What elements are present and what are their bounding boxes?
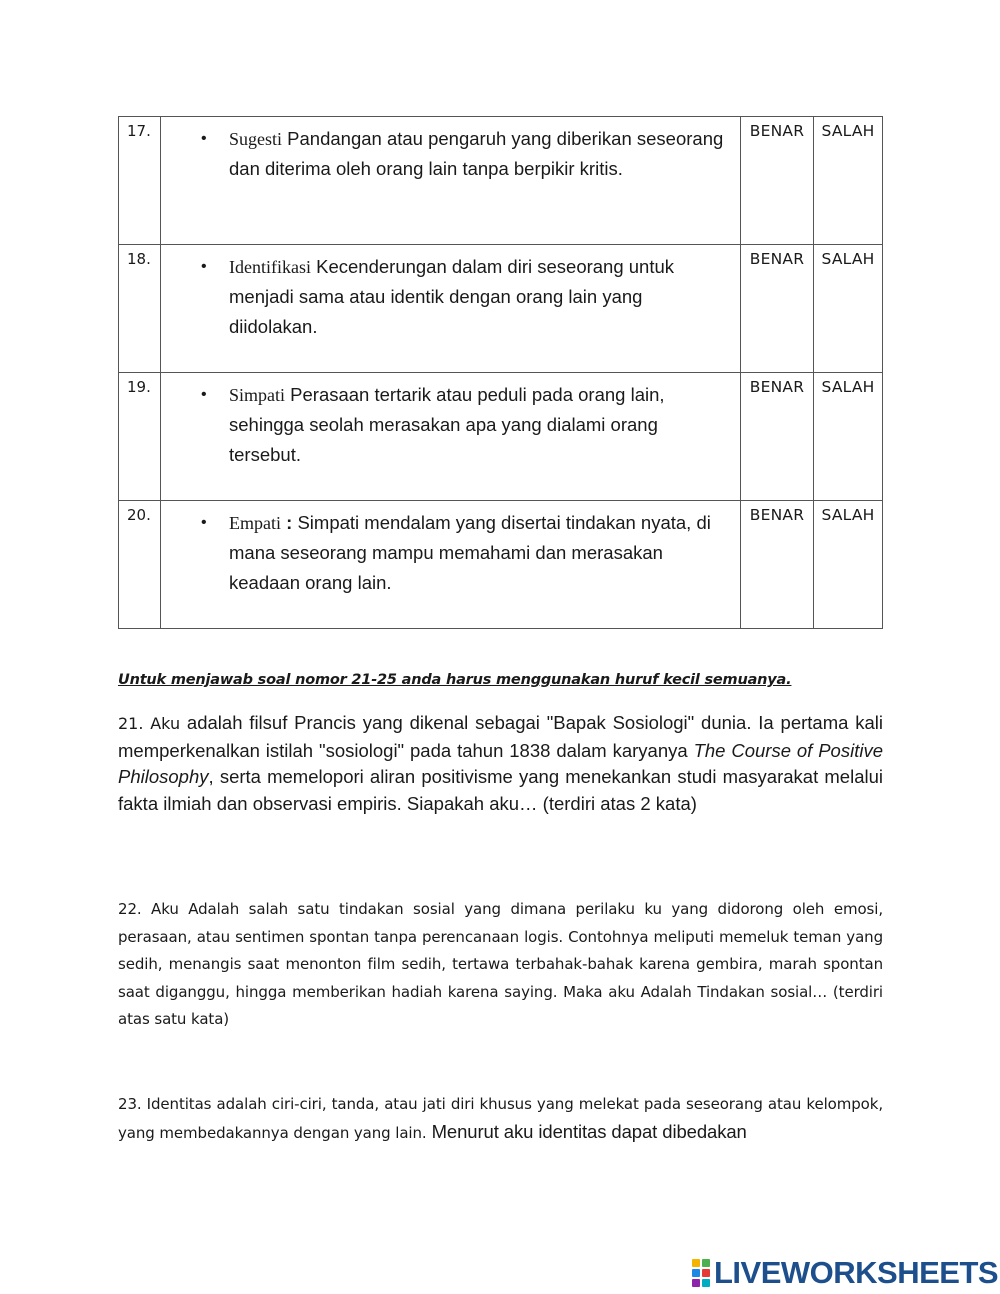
question-statement <box>161 245 741 373</box>
question-21 <box>118 710 883 817</box>
question-23 <box>118 1090 883 1147</box>
statement-term: Identifikasi <box>229 257 311 277</box>
statement-term: Sugesti <box>229 129 283 149</box>
bullet-icon: • <box>201 514 207 531</box>
book-title: The Course of Positive Philosophy <box>118 739 883 787</box>
question-22: 22. Aku Adalah salah satu tindakan sosial yang dimana perilaku ku yang didorong oleh emosi, perasaan, atau sentimen spontan tanpa perencanaan logis. Contohnya meliputi memeluk teman yang sedih, menangis saat menonton film sedih, tertawa terbahak-bahak karena gembira, marah spontan saat diganggu, hingga memberikan hadiah karena saying. Maka aku Adalah Tindakan sosial… (terdiri atas satu kata) <box>118 900 883 1028</box>
table-row <box>119 245 883 373</box>
bullet-icon: • <box>201 258 207 275</box>
option-salah[interactable]: SALAH <box>814 245 883 373</box>
question-21-text-a: adalah filsuf Prancis yang dikenal sebagai "Bapak Sosiologi" dunia. Ia pertama kali memperkenalkan istilah "sosiologi" pada tahun 1838 dalam karyanya <box>118 712 884 761</box>
question-statement <box>161 117 741 245</box>
true-false-table <box>118 116 883 629</box>
option-benar[interactable]: BENAR <box>741 373 814 501</box>
question-statement <box>161 373 741 501</box>
statement-definition: Kecenderungan dalam diri seseorang untuk menjadi sama atau identik dengan orang lain yang diidolakan. <box>229 256 675 337</box>
option-salah[interactable]: SALAH <box>814 501 883 629</box>
logo-text: LIVEWORKSHEETS <box>714 1255 999 1290</box>
bullet-icon: • <box>201 386 207 403</box>
statement-term: Simpati <box>229 385 286 405</box>
option-salah[interactable]: SALAH <box>814 117 883 245</box>
option-benar[interactable]: BENAR <box>741 501 814 629</box>
question-number: 18. <box>119 245 161 373</box>
table-row <box>119 373 883 501</box>
question-21-text-b: , serta memelopori aliran positivisme yang menekankan studi masyarakat melalui fakta ilmiah dan observasi empiris. Siapakah aku… (terdiri atas 2 kata) <box>118 766 883 814</box>
question-number: 20. <box>119 501 161 629</box>
statement-definition: Simpati mendalam yang disertai tindakan nyata, di mana seseorang mampu memahami dan merasakan keadaan orang lain. <box>229 512 711 593</box>
option-salah[interactable]: SALAH <box>814 373 883 501</box>
table-row <box>119 117 883 245</box>
logo-mark-icon <box>692 1259 710 1287</box>
instruction-heading: Untuk menjawab soal nomor 21-25 anda harus menggunakan huruf kecil semuanya. <box>118 672 792 688</box>
question-23-text-a: 23. Identitas adalah ciri-ciri, tanda, atau jati diri khusus yang melekat pada seseorang atau kelompok, yang membedakannya dengan yang lain. <box>118 1095 883 1142</box>
question-number: 19. <box>119 373 161 501</box>
question-number: 17. <box>119 117 161 245</box>
option-benar[interactable]: BENAR <box>741 245 814 373</box>
statement-separator: : <box>281 512 293 533</box>
statement-term: Empati <box>229 513 281 533</box>
statement-definition: Pandangan atau pengaruh yang diberikan seseorang dan diterima oleh orang lain tanpa berpikir kritis. <box>229 128 724 179</box>
statement-definition: Perasaan tertarik atau peduli pada orang lain, sehingga seolah merasakan apa yang dialami orang tersebut. <box>229 384 665 465</box>
option-benar[interactable]: BENAR <box>741 117 814 245</box>
question-23-text-b: Menurut aku identitas dapat dibedakan <box>426 1121 747 1142</box>
question-statement <box>161 501 741 629</box>
liveworksheets-logo <box>692 1255 998 1291</box>
table-row <box>119 501 883 629</box>
bullet-icon: • <box>201 130 207 147</box>
question-21-lead: 21. Aku <box>118 714 181 733</box>
